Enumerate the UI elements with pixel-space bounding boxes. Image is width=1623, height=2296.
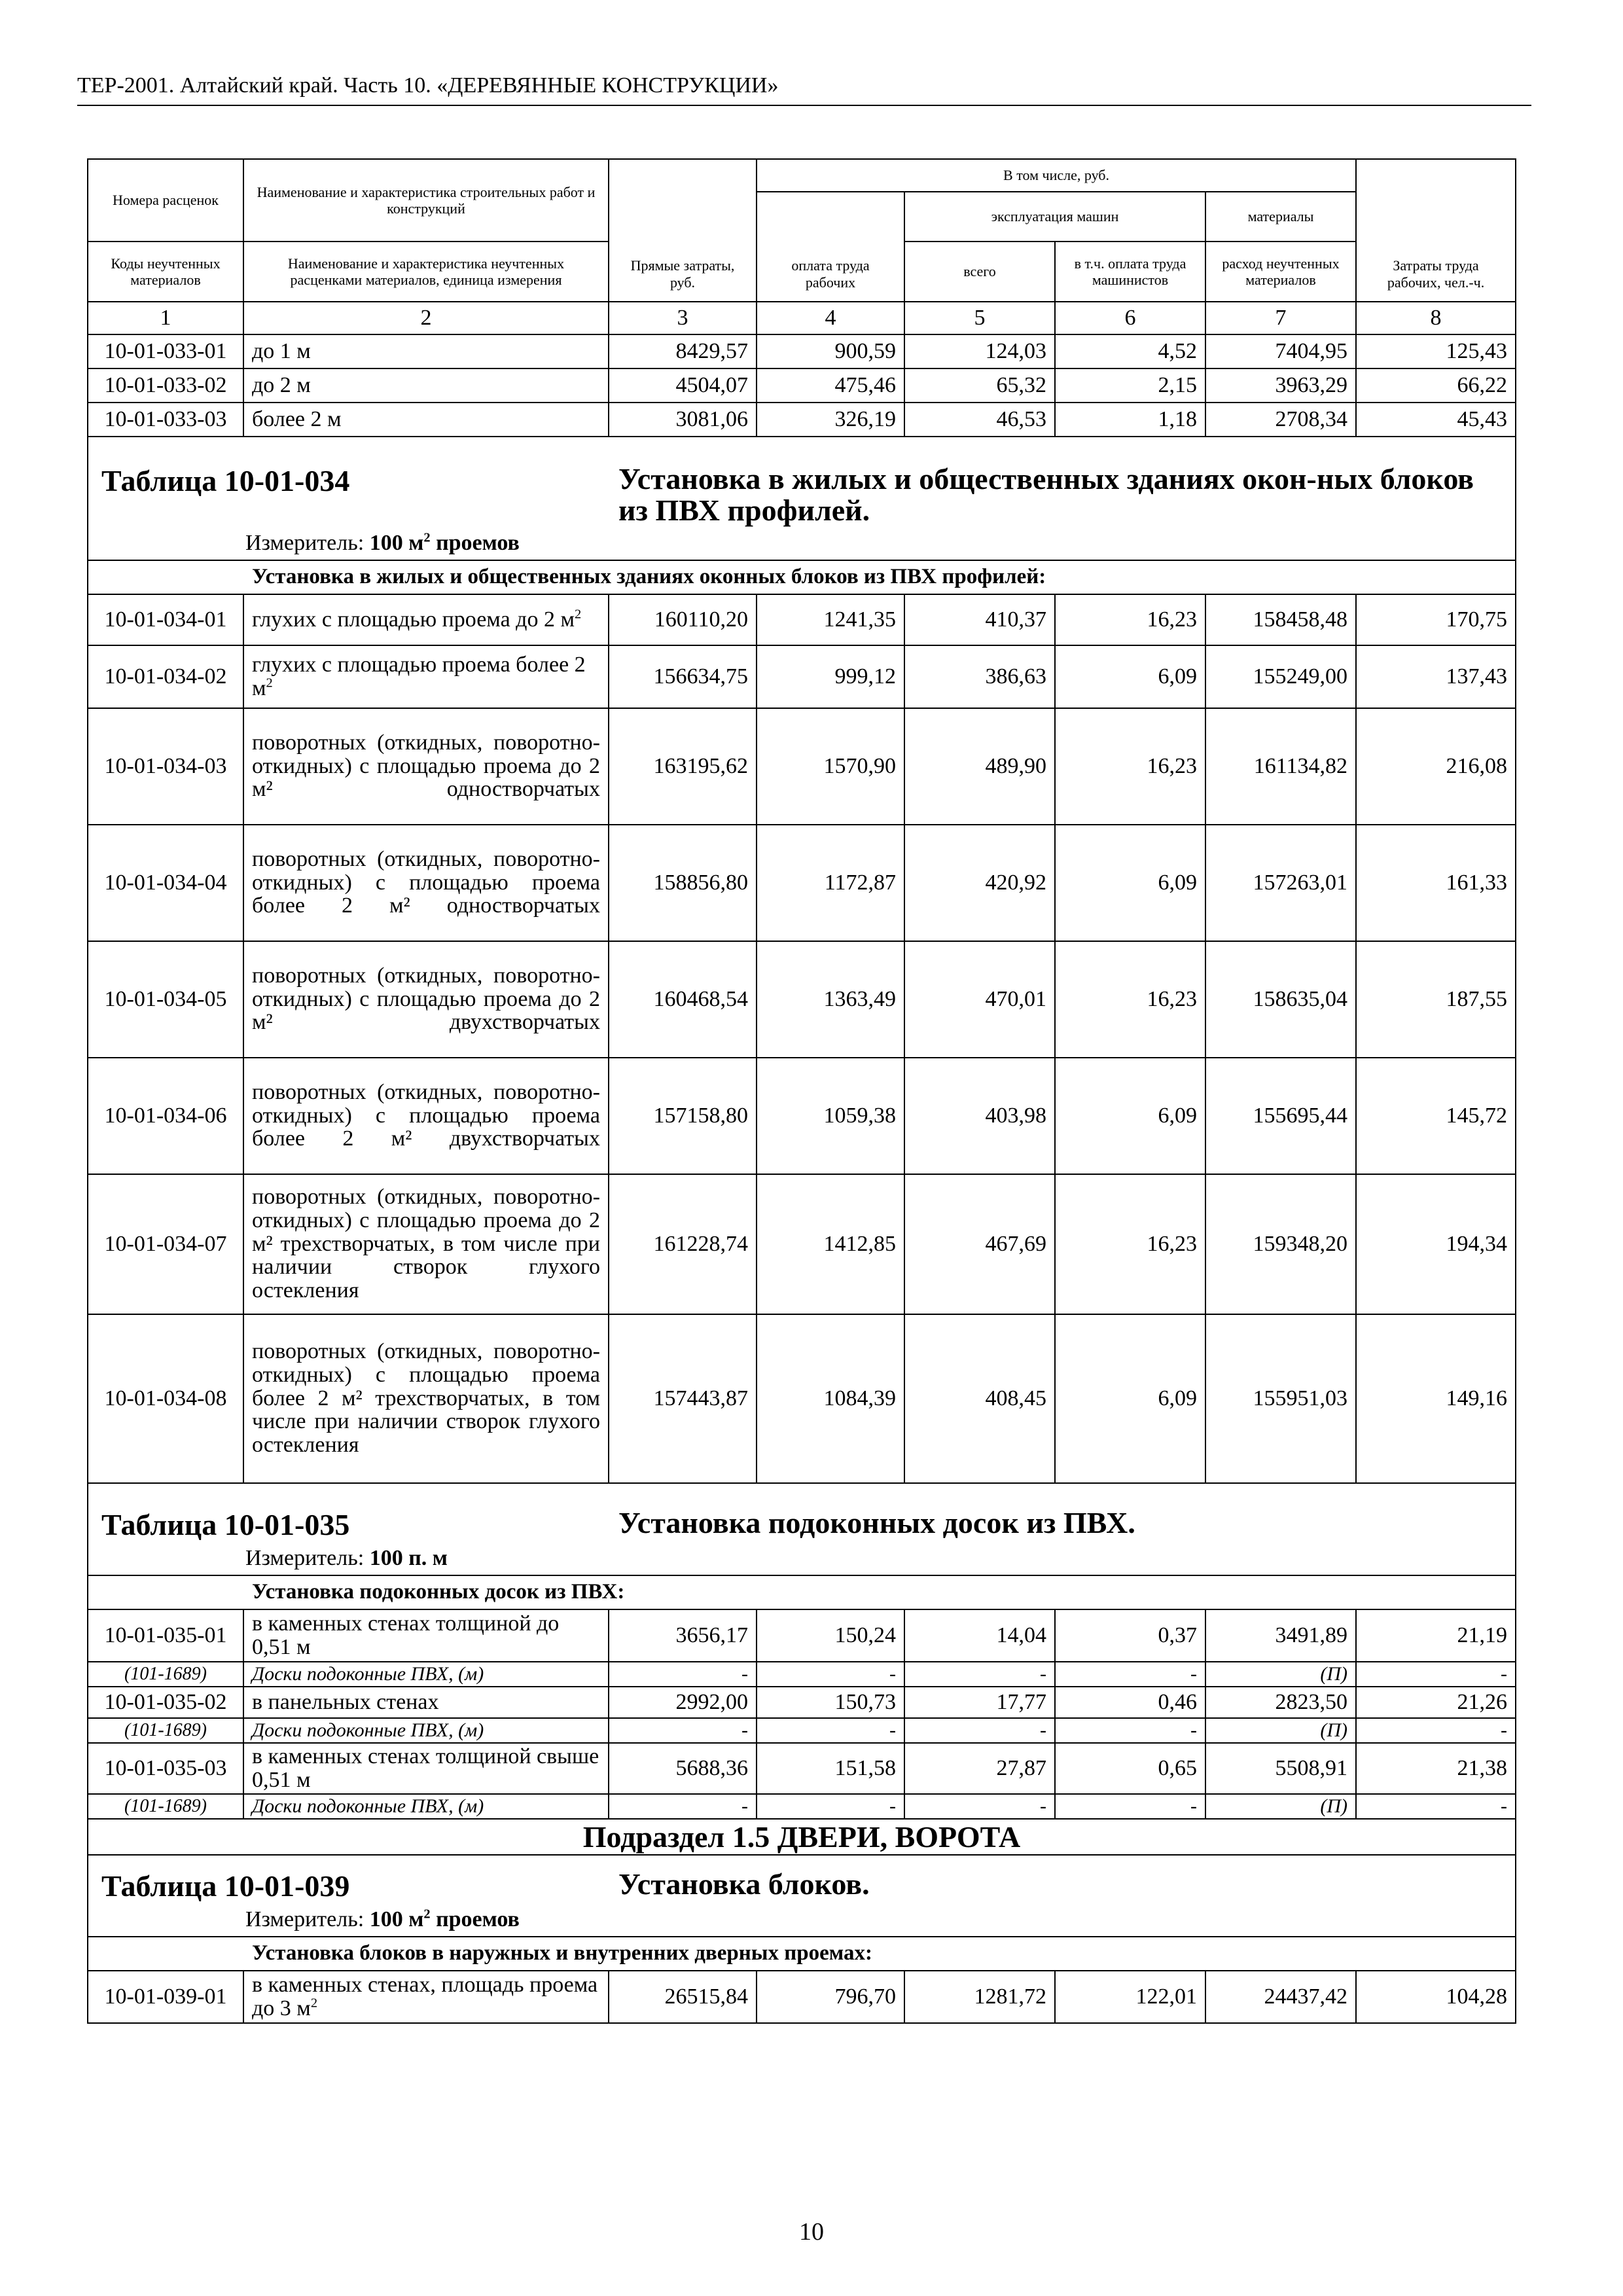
table-row <box>88 594 1516 645</box>
rate-code: 10-01-034-08 <box>88 1314 243 1483</box>
rate-name <box>243 1058 609 1174</box>
rate-name <box>243 334 609 368</box>
machinist-pay: 16,23 <box>1055 941 1205 1058</box>
materials-cost: 161134,82 <box>1205 708 1356 825</box>
table-row <box>88 1662 1516 1687</box>
hdr-col8: Затраты труда рабочих, чел.-ч. <box>1356 159 1516 302</box>
direct-cost: 4504,07 <box>609 368 757 403</box>
table-caption: Установка подоконных досок из ПВХ: <box>88 1575 1516 1609</box>
labor-hours: 104,28 <box>1356 1971 1516 2023</box>
direct-cost: - <box>609 1718 757 1743</box>
rate-code: 10-01-035-03 <box>88 1743 243 1794</box>
table-row <box>88 1718 1516 1743</box>
table-row <box>88 1937 1516 1971</box>
hdr-col1-top: Номера расценок <box>88 159 243 242</box>
table-row <box>88 645 1516 708</box>
running-header: ТЕР-2001. Алтайский край. Часть 10. «ДЕРЕВЯННЫЕ КОНСТРУКЦИИ» <box>77 73 779 98</box>
labor-cost: 150,24 <box>757 1609 904 1662</box>
labor-cost: - <box>757 1718 904 1743</box>
rate-name <box>243 1314 609 1483</box>
direct-cost: 157443,87 <box>609 1314 757 1483</box>
machines-total: 467,69 <box>904 1174 1055 1314</box>
rate-code: 10-01-033-01 <box>88 334 243 368</box>
labor-hours: 125,43 <box>1356 334 1516 368</box>
direct-cost: 3081,06 <box>609 403 757 437</box>
machines-total: 489,90 <box>904 708 1055 825</box>
direct-cost: 26515,84 <box>609 1971 757 2023</box>
materials-cost: 2823,50 <box>1205 1687 1356 1718</box>
direct-cost: - <box>609 1794 757 1819</box>
machines-total: 386,63 <box>904 645 1055 708</box>
rate-name-text: поворотных (откидных, поворотно-откидных) с площадью проема более 2 м² трехстворчатых, в том числе при наличии створок глухого остекления <box>252 1339 600 1458</box>
table-row <box>88 1687 1516 1718</box>
rate-name-text: до 1 м <box>252 339 311 364</box>
machinist-pay: 2,15 <box>1055 368 1205 403</box>
labor-hours: 145,72 <box>1356 1058 1516 1174</box>
labor-hours: 194,34 <box>1356 1174 1516 1314</box>
subsection-title: Подраздел 1.5 ДВЕРИ, ВОРОТА <box>88 1819 1516 1855</box>
machines-total: 403,98 <box>904 1058 1055 1174</box>
material-name: Доски подоконные ПВХ, (м) <box>243 1794 609 1819</box>
direct-cost: 163195,62 <box>609 708 757 825</box>
table-label: Таблица 10-01-034 <box>101 464 350 497</box>
col-number: 4 <box>757 302 904 334</box>
labor-hours: 21,38 <box>1356 1743 1516 1794</box>
labor-hours: 187,55 <box>1356 941 1516 1058</box>
materials-cost: 158458,48 <box>1205 594 1356 645</box>
table-label: Таблица 10-01-035 <box>101 1507 350 1541</box>
rate-name <box>243 708 609 825</box>
table-title: Установка подоконных досок из ПВХ. <box>618 1505 1135 1539</box>
materials-cost: 5508,91 <box>1205 1743 1356 1794</box>
direct-cost: 156634,75 <box>609 645 757 708</box>
machinist-pay: 122,01 <box>1055 1971 1205 2023</box>
machinist-pay: 1,18 <box>1055 403 1205 437</box>
labor-hours: 161,33 <box>1356 825 1516 941</box>
machines-total: - <box>904 1718 1055 1743</box>
labor-cost: 1084,39 <box>757 1314 904 1483</box>
materials-cost: 155249,00 <box>1205 645 1356 708</box>
table-row <box>88 1575 1516 1609</box>
machines-total: 27,87 <box>904 1743 1055 1794</box>
machines-total: 420,92 <box>904 825 1055 941</box>
direct-cost: - <box>609 1662 757 1687</box>
direct-cost: 157158,80 <box>609 1058 757 1174</box>
direct-cost: 3656,17 <box>609 1609 757 1662</box>
machines-total: - <box>904 1662 1055 1687</box>
col-number: 5 <box>904 302 1055 334</box>
labor-cost: 796,70 <box>757 1971 904 2023</box>
material-code: (101-1689) <box>88 1794 243 1819</box>
superscript: 2 <box>423 1907 431 1922</box>
rate-name <box>243 1609 609 1662</box>
rate-name-text: в каменных стенах, площадь проема до 3 м <box>252 1972 598 2020</box>
direct-cost: 160468,54 <box>609 941 757 1058</box>
rate-name-text: до 2 м <box>252 373 311 398</box>
table-label: Таблица 10-01-039 <box>101 1869 350 1903</box>
materials-cost: 159348,20 <box>1205 1174 1356 1314</box>
materials-cost: 157263,01 <box>1205 825 1356 941</box>
labor-cost: - <box>757 1794 904 1819</box>
labor-cost: 475,46 <box>757 368 904 403</box>
rate-name-text: поворотных (откидных, поворотно-откидных) с площадью проема более 2 м² двухстворчатых <box>252 1080 600 1151</box>
materials-cost: 7404,95 <box>1205 334 1356 368</box>
table-row <box>88 368 1516 403</box>
hdr-col4: оплата труда рабочих <box>757 192 904 302</box>
rate-name <box>243 941 609 1058</box>
labor-hours: 66,22 <box>1356 368 1516 403</box>
machinist-pay: 6,09 <box>1055 825 1205 941</box>
direct-cost: 160110,20 <box>609 594 757 645</box>
rate-name-text: поворотных (откидных, поворотно-откидных) с площадью проема до 2 м² трехстворчатых, в том числе при наличии створок глухого остекления <box>252 1185 600 1303</box>
meter <box>101 1546 1515 1571</box>
labor-cost: 151,58 <box>757 1743 904 1794</box>
direct-cost: 158856,80 <box>609 825 757 941</box>
col-number: 3 <box>609 302 757 334</box>
rate-name <box>243 1971 609 2023</box>
meter <box>101 531 1515 556</box>
rate-name-text: более 2 м <box>252 407 342 432</box>
meter-suffix: проемов <box>436 530 520 555</box>
labor-hours: 137,43 <box>1356 645 1516 708</box>
materials-cost: 155951,03 <box>1205 1314 1356 1483</box>
rate-code: 10-01-033-03 <box>88 403 243 437</box>
materials-cost: 3963,29 <box>1205 368 1356 403</box>
t034-title-block <box>88 437 1516 560</box>
material-code: (101-1689) <box>88 1662 243 1687</box>
hdr-col3: Прямые затраты, руб. <box>609 159 757 302</box>
machinist-pay: - <box>1055 1794 1205 1819</box>
materials-cost: 3491,89 <box>1205 1609 1356 1662</box>
header-rule <box>77 105 1531 106</box>
machines-total: 408,45 <box>904 1314 1055 1483</box>
table-row <box>88 560 1516 594</box>
t035-title-block <box>88 1483 1516 1575</box>
rate-name-text: поворотных (откидных, поворотно-откидных) с площадью проема более 2 м² одностворчатых <box>252 847 600 918</box>
machinist-pay: 6,09 <box>1055 1314 1205 1483</box>
machinist-pay: 16,23 <box>1055 1174 1205 1314</box>
rate-name <box>243 368 609 403</box>
col-number: 7 <box>1205 302 1356 334</box>
table-row <box>88 1174 1516 1314</box>
hdr-col1-bottom: Коды неучтенных материалов <box>88 242 243 302</box>
labor-cost: 1172,87 <box>757 825 904 941</box>
materials-cost: 24437,42 <box>1205 1971 1356 2023</box>
labor-cost: 1059,38 <box>757 1058 904 1174</box>
hdr-incl: В том числе, руб. <box>757 159 1356 192</box>
table-row <box>88 1743 1516 1794</box>
hdr-col7: расход неучтенных материалов <box>1205 242 1356 302</box>
machinist-pay: 0,65 <box>1055 1743 1205 1794</box>
material-name: Доски подоконные ПВХ, (м) <box>243 1718 609 1743</box>
rate-name-text: поворотных (откидных, поворотно-откидных) с площадью проема до 2 м² одностворчатых <box>252 730 600 802</box>
meter-value: 100 м <box>369 1907 424 1931</box>
materials-cost: (П) <box>1205 1794 1356 1819</box>
machinist-pay: 6,09 <box>1055 1058 1205 1174</box>
machinist-pay: 6,09 <box>1055 645 1205 708</box>
direct-cost: 161228,74 <box>609 1174 757 1314</box>
rate-name <box>243 594 609 645</box>
col-number: 1 <box>88 302 243 334</box>
table-row <box>88 941 1516 1058</box>
labor-cost: 999,12 <box>757 645 904 708</box>
rate-name <box>243 1687 609 1718</box>
col-number: 6 <box>1055 302 1205 334</box>
labor-hours: - <box>1356 1662 1516 1687</box>
table-caption: Установка блоков в наружных и внутренних дверных проемах: <box>88 1937 1516 1971</box>
t039-title-block <box>88 1855 1516 1937</box>
labor-hours: 45,43 <box>1356 403 1516 437</box>
machines-total: 14,04 <box>904 1609 1055 1662</box>
hdr-col5: всего <box>904 242 1055 302</box>
rate-code: 10-01-034-02 <box>88 645 243 708</box>
table-title: Установка блоков. <box>618 1867 870 1901</box>
rate-code: 10-01-039-01 <box>88 1971 243 2023</box>
hdr-materials: материалы <box>1205 192 1356 242</box>
table-row <box>88 1483 1516 1575</box>
table-caption: Установка в жилых и общественных зданиях оконных блоков из ПВХ профилей: <box>88 560 1516 594</box>
table-row <box>88 334 1516 368</box>
col-number: 8 <box>1356 302 1516 334</box>
rate-name <box>243 1174 609 1314</box>
rate-name-text: глухих с площадью проема более 2 м <box>252 652 586 700</box>
hdr-col2-bottom: Наименование и характеристика неучтенных расценками материалов, единица измерения <box>243 242 609 302</box>
labor-cost: 1412,85 <box>757 1174 904 1314</box>
labor-hours: 21,19 <box>1356 1609 1516 1662</box>
meter-label: Измеритель: <box>245 1545 365 1570</box>
meter <box>101 1907 1515 1932</box>
labor-hours: - <box>1356 1718 1516 1743</box>
table-row <box>88 825 1516 941</box>
rate-name <box>243 825 609 941</box>
machinist-pay: 0,37 <box>1055 1609 1205 1662</box>
material-code: (101-1689) <box>88 1718 243 1743</box>
hdr-col6: в т.ч. оплата труда машинистов <box>1055 242 1205 302</box>
direct-cost: 2992,00 <box>609 1687 757 1718</box>
rate-code: 10-01-034-07 <box>88 1174 243 1314</box>
rate-code: 10-01-034-01 <box>88 594 243 645</box>
table-row <box>88 1058 1516 1174</box>
machinist-pay: 16,23 <box>1055 594 1205 645</box>
meter-value: 100 п. м <box>369 1545 448 1570</box>
meter-suffix: проемов <box>436 1907 520 1931</box>
meter-label: Измеритель: <box>245 530 365 555</box>
machinist-pay: 16,23 <box>1055 708 1205 825</box>
table-title: Установка в жилых и общественных зданиях окон-ных блоков из ПВХ профилей. <box>618 462 1474 528</box>
direct-cost: 5688,36 <box>609 1743 757 1794</box>
superscript: 2 <box>266 675 273 691</box>
machines-total: 65,32 <box>904 368 1055 403</box>
rate-name <box>243 403 609 437</box>
rate-code: 10-01-033-02 <box>88 368 243 403</box>
direct-cost: 8429,57 <box>609 334 757 368</box>
rates-table <box>87 158 1516 2024</box>
materials-cost: 155695,44 <box>1205 1058 1356 1174</box>
materials-cost: 158635,04 <box>1205 941 1356 1058</box>
machines-total: 470,01 <box>904 941 1055 1058</box>
rate-name <box>243 645 609 708</box>
labor-cost: 900,59 <box>757 334 904 368</box>
table-row <box>88 403 1516 437</box>
labor-cost: 1570,90 <box>757 708 904 825</box>
machines-total: - <box>904 1794 1055 1819</box>
rate-name-text: поворотных (откидных, поворотно-откидных) с площадью проема до 2 м² двухстворчатых <box>252 963 600 1035</box>
labor-hours: 149,16 <box>1356 1314 1516 1483</box>
labor-cost: 150,73 <box>757 1687 904 1718</box>
material-name: Доски подоконные ПВХ, (м) <box>243 1662 609 1687</box>
labor-hours: 21,26 <box>1356 1687 1516 1718</box>
labor-hours: - <box>1356 1794 1516 1819</box>
page-number: 10 <box>799 2218 824 2246</box>
rate-name <box>243 1743 609 1794</box>
table-row <box>88 1609 1516 1662</box>
table-row <box>88 1794 1516 1819</box>
rate-name-text: глухих с площадью проема до 2 м <box>252 607 575 632</box>
rate-code: 10-01-035-02 <box>88 1687 243 1718</box>
machines-total: 46,53 <box>904 403 1055 437</box>
col-number: 2 <box>243 302 609 334</box>
rate-code: 10-01-034-04 <box>88 825 243 941</box>
rate-name-text: в панельных стенах <box>252 1689 439 1714</box>
table-row <box>88 437 1516 560</box>
labor-cost: 1241,35 <box>757 594 904 645</box>
machines-total: 17,77 <box>904 1687 1055 1718</box>
labor-cost: 1363,49 <box>757 941 904 1058</box>
table-row <box>88 1971 1516 2023</box>
rate-code: 10-01-034-03 <box>88 708 243 825</box>
materials-cost: (П) <box>1205 1662 1356 1687</box>
table-row <box>88 1314 1516 1483</box>
machines-total: 410,37 <box>904 594 1055 645</box>
hdr-machines: эксплуатация машин <box>904 192 1205 242</box>
machinist-pay: 4,52 <box>1055 334 1205 368</box>
materials-cost: (П) <box>1205 1718 1356 1743</box>
table-row <box>88 1819 1516 1855</box>
labor-hours: 216,08 <box>1356 708 1516 825</box>
labor-hours: 170,75 <box>1356 594 1516 645</box>
machines-total: 1281,72 <box>904 1971 1055 2023</box>
labor-cost: - <box>757 1662 904 1687</box>
superscript: 2 <box>310 1996 318 2011</box>
machinist-pay: 0,46 <box>1055 1687 1205 1718</box>
rate-code: 10-01-034-06 <box>88 1058 243 1174</box>
machinist-pay: - <box>1055 1662 1205 1687</box>
rate-code: 10-01-035-01 <box>88 1609 243 1662</box>
hdr-col2-top: Наименование и характеристика строительных работ и конструкций <box>243 159 609 242</box>
materials-cost: 2708,34 <box>1205 403 1356 437</box>
meter-value: 100 м <box>369 530 424 555</box>
superscript: 2 <box>575 607 582 622</box>
meter-label: Измеритель: <box>245 1907 365 1931</box>
superscript: 2 <box>423 530 431 545</box>
table-row <box>88 708 1516 825</box>
labor-cost: 326,19 <box>757 403 904 437</box>
rate-code: 10-01-034-05 <box>88 941 243 1058</box>
rate-name-text: в каменных стенах толщиной свыше 0,51 м <box>252 1744 599 1792</box>
machinist-pay: - <box>1055 1718 1205 1743</box>
table-row <box>88 1855 1516 1937</box>
machines-total: 124,03 <box>904 334 1055 368</box>
rate-name-text: в каменных стенах толщиной до 0,51 м <box>252 1611 560 1659</box>
